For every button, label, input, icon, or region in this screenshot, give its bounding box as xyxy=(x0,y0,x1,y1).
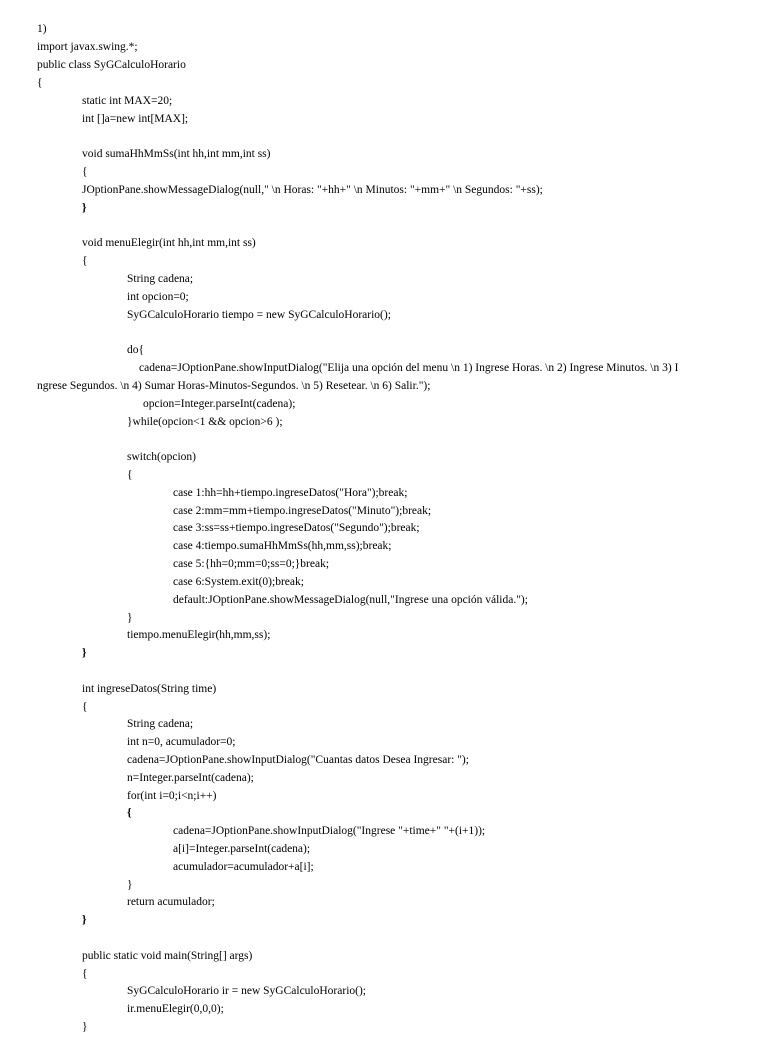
code-line: { xyxy=(37,77,43,89)
code-line: ngrese Segundos. \n 4) Sumar Horas-Minutos-Segundos. \n 5) Resetear. \n 6) Salir."); xyxy=(37,380,431,392)
code-line: void menuElegir(int hh,int mm,int ss) xyxy=(82,237,256,249)
code-line: String cadena; xyxy=(127,273,194,285)
code-line: { xyxy=(82,968,88,980)
code-line: } xyxy=(82,647,87,659)
code-line: } xyxy=(82,914,87,926)
code-line: void sumaHhMmSs(int hh,int mm,int ss) xyxy=(82,148,271,160)
code-line: tiempo.menuElegir(hh,mm,ss); xyxy=(127,629,271,641)
code-line: }while(opcion<1 && opcion>6 ); xyxy=(127,416,283,428)
code-line: } xyxy=(127,879,133,891)
code-line: int opcion=0; xyxy=(127,291,189,303)
code-line: { xyxy=(82,255,88,267)
code-line: } xyxy=(82,1021,88,1033)
code-line: case 6:System.exit(0);break; xyxy=(173,576,304,588)
code-line: case 1:hh=hh+tiempo.ingreseDatos("Hora");break; xyxy=(173,487,408,499)
code-line: switch(opcion) xyxy=(127,451,196,463)
code-line: int n=0, acumulador=0; xyxy=(127,736,236,748)
code-line: } xyxy=(82,202,87,214)
code-line: ir.menuElegir(0,0,0); xyxy=(127,1003,224,1015)
code-line: { xyxy=(127,469,133,481)
code-line: cadena=JOptionPane.showInputDialog("Elija una opción del menu \n 1) Ingrese Horas. \n 2) Ingrese Minutos. \n 3) I xyxy=(139,362,679,374)
code-line: public static void main(String[] args) xyxy=(82,950,253,962)
code-line: int []a=new int[MAX]; xyxy=(82,113,189,125)
code-line: for(int i=0;i<n;i++) xyxy=(127,790,217,802)
code-line: { xyxy=(82,166,88,178)
code-line: case 2:mm=mm+tiempo.ingreseDatos("Minuto");break; xyxy=(173,505,432,517)
code-line: SyGCalculoHorario tiempo = new SyGCalculoHorario(); xyxy=(127,309,391,321)
code-line: a[i]=Integer.parseInt(cadena); xyxy=(173,843,311,855)
code-line: SyGCalculoHorario ir = new SyGCalculoHorario(); xyxy=(127,985,366,997)
code-line: int ingreseDatos(String time) xyxy=(82,683,217,695)
code-line: case 3:ss=ss+tiempo.ingreseDatos("Segundo");break; xyxy=(173,522,420,534)
code-line: do{ xyxy=(127,344,145,356)
code-line: JOptionPane.showMessageDialog(null," \n Horas: "+hh+" \n Minutos: "+mm+" \n Segundos: "+ss); xyxy=(82,184,543,196)
code-line: public class SyGCalculoHorario xyxy=(37,59,186,71)
section-number: 1) xyxy=(37,23,47,35)
code-line: String cadena; xyxy=(127,718,194,730)
code-line: import javax.swing.*; xyxy=(37,41,138,53)
code-line: return acumulador; xyxy=(127,896,215,908)
code-line: } xyxy=(127,612,133,624)
code-line: case 4:tiempo.sumaHhMmSs(hh,mm,ss);break; xyxy=(173,540,392,552)
code-line: { xyxy=(127,807,132,819)
code-line: case 5:{hh=0;mm=0;ss=0;}break; xyxy=(173,558,330,570)
code-line: acumulador=acumulador+a[i]; xyxy=(173,861,314,873)
code-line: cadena=JOptionPane.showInputDialog("Cuantas datos Desea Ingresar: "); xyxy=(127,754,469,766)
code-line: opcion=Integer.parseInt(cadena); xyxy=(143,398,296,410)
code-line: static int MAX=20; xyxy=(82,95,173,107)
code-line: default:JOptionPane.showMessageDialog(null,"Ingrese una opción válida."); xyxy=(173,594,528,606)
code-line: cadena=JOptionPane.showInputDialog("Ingrese "+time+" "+(i+1)); xyxy=(173,825,486,837)
code-line: n=Integer.parseInt(cadena); xyxy=(127,772,254,784)
code-line: { xyxy=(82,701,88,713)
